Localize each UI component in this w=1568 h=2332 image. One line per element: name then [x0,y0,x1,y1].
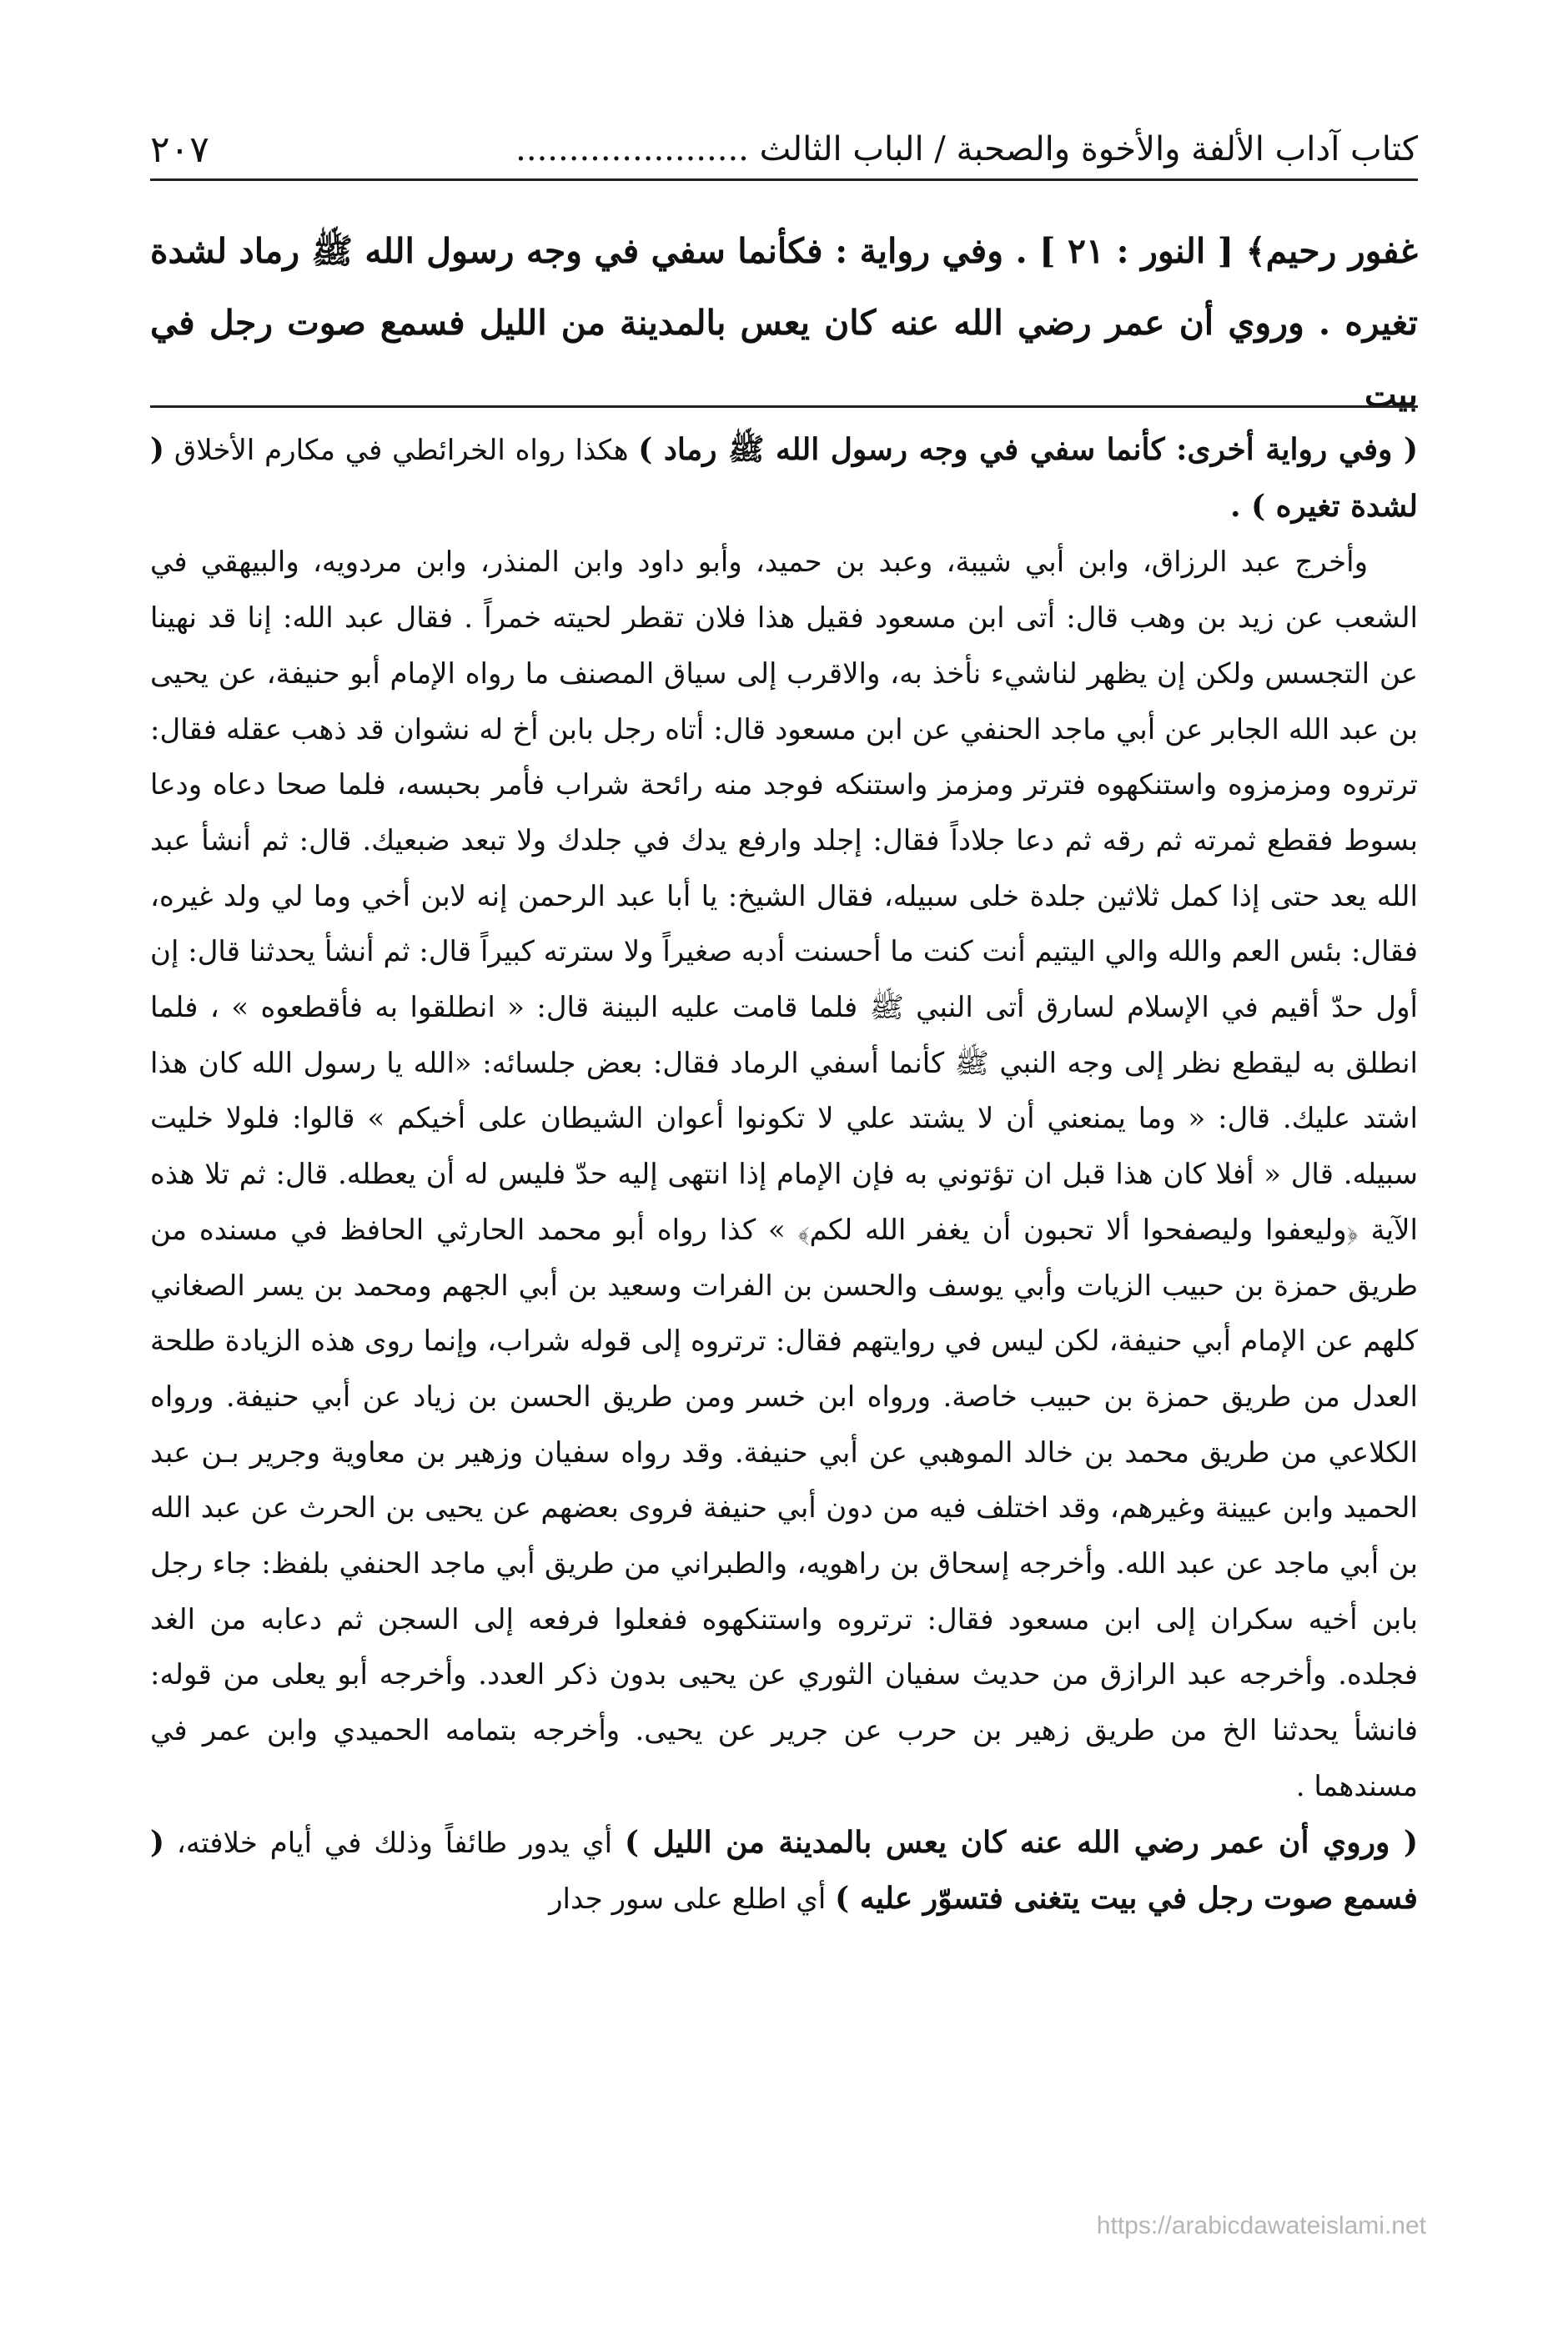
commentary-text: أي اطلع على سور جدار [549,1882,836,1917]
commentary-text: أي يدور طائفاً وذلك في أيام خلافته، [164,1826,625,1860]
commentary-paragraph-3 [150,1815,1418,1927]
commentary-paragraph-1 [150,422,1418,535]
commentary-text: هكذا رواه الخرائطي في مكارم الأخلاق [164,434,639,467]
watermark-url: https://arabicdawateislami.net [1096,2212,1426,2239]
running-header [150,125,1418,181]
quoted-phrase: ( وفي رواية أخرى: كأنما سفي في وجه رسول الله ﷺ رماد ) [638,432,1418,467]
commentary-paragraph-2: وأخرج عبد الرزاق، وابن أبي شيبة، وعبد بن حميد، وأبو داود وابن المنذر، وابن مردويه، والبيهقي في الشعب عن زيد بن وهب قال: أتى ابن مسعود فقيل هذا فلان تقطر لحيته خمراً . فقال عبد الله: إنا قد نهينا عن التجسس ولكن إن يظهر لناشيء نأخذ به، والاقرب إلى سياق المصنف ما رواه الإمام أبو حنيفة، عن يحيى بن عبد الله الجابر عن أبي ماجد الحنفي عن ابن مسعود قال: أتاه رجل بابن أخ له نشوان قد ذهب عقله فقال: ترتروه ومزمزوه واستنكهوه فترتر ومزمز واستنكه فوجد منه رائحة شراب فأمر بحبسه، فلما صحا دعاه ودعا بسوط فقطع ثمرته ثم رقه ثم دعا جلاداً فقال: إجلد وارفع يدك في جلدك ولا تبعد ضبعيك. قال: ثم أنشأ عبد الله يعد حتى إذا كمل ثلاثين جلدة خلى سبيله، فقال الشيخ: يا أبا عبد الرحمن إنه لابن أخي وما لي ولد غيره، فقال: بئس العم والله والي اليتيم أنت كنت ما أحسنت أدبه صغيراً ولا سترته كبيراً قال: ثم أنشأ يحدثنا قال: إن أول حدّ أقيم في الإسلام لسارق أتى النبي ﷺ فلما قامت عليه البينة قال: « انطلقوا به فأقطعوه » ، فلما انطلق به ليقطع نظر إلى وجه النبي ﷺ كأنما أسفي الرماد فقال: بعض جلسائه: «الله يا رسول الله كان هذا اشتد عليك. قال: « وما يمنعني أن لا يشتد علي لا تكونوا أعوان الشيطان على أخيكم » قالوا: فلولا خليت سبيله. قال « أفلا كان هذا قبل ان تؤتوني به فإن الإمام إذا انتهى إليه حدّ فليس له أن يعطله. قال: ثم تلا هذه الآية ﴿وليعفوا وليصفحوا ألا تحبون أن يغفر الله لكم﴾ » كذا رواه أبو محمد الحارثي الحافظ في مسنده من طريق حمزة بن حبيب الزيات وأبي يوسف والحسن بن الفرات وسعيد بن أبي الجهم ومحمد بن يسر الصغاني كلهم عن الإمام أبي حنيفة، لكن ليس في روايتهم فقال: ترتروه إلى قوله شراب، وإنما روى هذه الزيادة طلحة العدل من طريق حمزة بن حبيب خاصة. ورواه ابن خسر ومن طريق الحسن بن زياد عن أبي حنيفة. ورواه الكلاعي من طريق محمد بن خالد الموهبي عن أبي حنيفة. وقد رواه سفيان وزهير بن معاوية وجرير بـن عبد الحميد وابن عيينة وغيرهم، وقد اختلف فيه من دون أبي حنيفة فروى بعضهم عن يحيى بن الحرث عن عبد الله بن أبي ماجد عن عبد الله. وأخرجه إسحاق بن راهويه، والطبراني من طريق أبي ماجد الحنفي بلفظ: جاء رجل بابن أخيه سكران إلى ابن مسعود فقال: ترتروه واستنكهوه ففعلوا فرفعه إلى السجن ثم دعابه من الغد فجلده. وأخرجه عبد الرازق من حديث سفيان الثوري عن يحيى بدون ذكر العدد. وأخرجه أبو يعلى من قوله: فانشأ يحدثنا الخ من طريق زهير بن حرب عن جرير عن يحيى. وأخرجه بتمامه الحميدي وابن عمر في مسندهما . [150,545,1418,1803]
page-number: ٢٠٧ [150,128,209,171]
main-text: غفور رحيم﴾ [ النور : ٢١ ] . وفي رواية : فكأنما سفي في وجه رسول الله ﷺ رماد لشدة تغيره . وروي أن عمر رضي الله عنه كان يعس بالمدينة من الليل فسمع صوت رجل في بيت [150,231,1418,415]
quoted-phrase: ( وروي أن عمر رضي الله عنه كان يعس بالمدينة من الليل ) [624,1824,1418,1860]
commentary [150,422,1418,1927]
quoted-phrase: ( لشدة تغيره ) . [150,432,1418,524]
divider-line [150,405,1418,408]
header-title: كتاب آداب الألفة والأخوة والصحبة / الباب الثالث ...................... [515,130,1418,168]
quoted-phrase: ( فسمع صوت رجل في بيت يتغنى فتسوّر عليه ) [150,1824,1418,1917]
